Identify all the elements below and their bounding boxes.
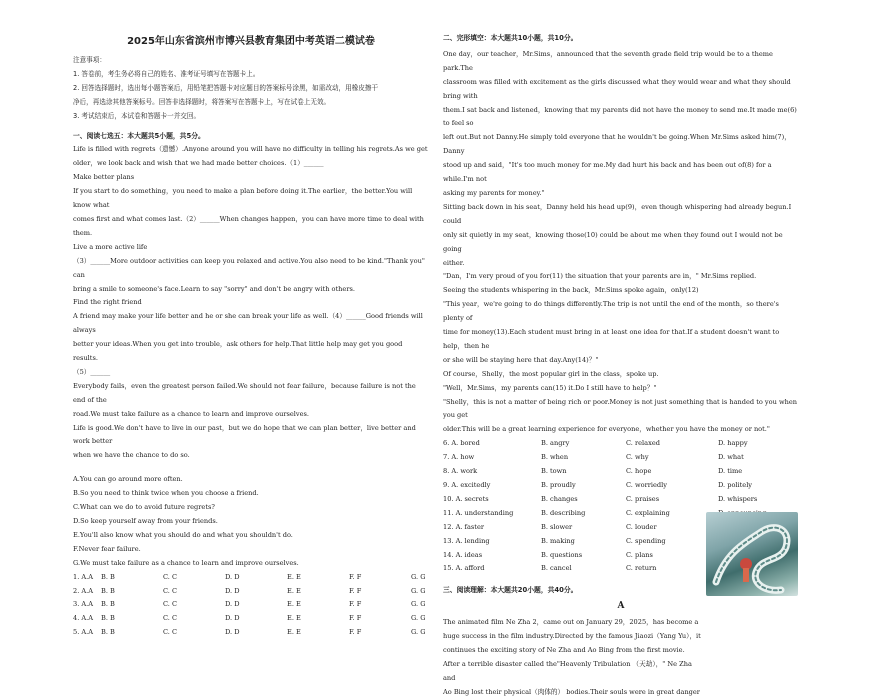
answer-cell: G. G [411, 572, 426, 581]
answer-cell: D. D [225, 614, 240, 623]
passage-subheading: Make better plans [73, 173, 135, 182]
answer-cell: B. B [101, 572, 115, 581]
answer-cell: E. E [287, 614, 301, 623]
choice-a: 14. A. ideas [443, 550, 483, 559]
passage-line: older，we look back and wish that we had made better choices.（1）______ [73, 159, 324, 168]
cloze-line: "Well，Mr.Sims，my parents can(15) it.Do I still have to help？" [443, 383, 657, 392]
answer-row [73, 598, 429, 612]
answer-cell: 3. A.A [73, 600, 94, 609]
cloze-line: asking my parents for money." [443, 188, 545, 197]
answer-cell: B. B [101, 600, 115, 609]
choice-d: D. what [718, 453, 744, 462]
cloze-line: "Shelly，this is not a matter of being rich or poor.Money is not just something that is handed to you when you get [443, 397, 797, 420]
cloze-line: either. [443, 258, 465, 267]
passage-line: Life is filled with regrets（遗憾）.Anyone around you will have no difficulty in telling his regrets.As we get [73, 145, 428, 154]
choice-b: B. slower [541, 522, 573, 531]
reading-line: Ao Bing lost their physical（肉体的） bodies.Their souls were in great danger [443, 687, 700, 696]
option-f: F.Never fear failure. [73, 544, 141, 553]
answer-cell: G. G [411, 586, 426, 595]
option-g: G.We must take failure as a chance to learn and improve ourselves. [73, 558, 299, 567]
cloze-line: Sitting back down in his seat，Danny held his head up(9)，even though whispering had already begun.I could [443, 202, 792, 225]
passage-label: A [617, 601, 625, 612]
answer-row [73, 571, 429, 585]
cloze-line: One day，our teacher，Mr.Sims，announced that the seventh grade field trip would be to a theme park.The [443, 49, 773, 72]
option-a: A.You can go around more often. [73, 475, 183, 484]
choice-row [443, 479, 799, 493]
choice-row [443, 465, 799, 479]
passage-subheading: Find the right friend [73, 298, 142, 307]
answer-cell: F. F [349, 614, 362, 623]
cloze-line: older.This will be a great learning experience for everyone，whether you have the money or not." [443, 425, 770, 434]
passage-line: bring a smile to someone's face.Learn to say "sorry" and don't be angry with others. [73, 284, 355, 293]
exam-title: 2025年山东省滨州市博兴县教育集团中考英语二模试卷 [127, 36, 375, 47]
passage-line: A friend may make your life better and he or she can break your life as well.（4）______Good friends will always [73, 312, 423, 335]
cloze-line: or she will be staying here that day.Any(14)？" [443, 355, 599, 364]
option-list [73, 473, 429, 570]
notice-list [73, 68, 429, 124]
section-heading-cloze: 二、完形填空：本大题共10小题，共10分。 [443, 34, 578, 42]
choice-a: 9. A. excitedly [443, 481, 491, 489]
answer-row [73, 612, 429, 626]
choice-b: B. proudly [541, 481, 576, 489]
left-column [73, 0, 429, 640]
choice-a: 8. A. work [443, 467, 478, 476]
answer-cell: 4. A.A [73, 614, 94, 623]
section-heading-reading: 三、阅读理解：本大题共20小题，共40分。 [443, 586, 578, 595]
dragon-icon [706, 512, 798, 596]
answer-cell: D. D [225, 586, 240, 595]
section-heading-reading-seven: 一、阅读七选五：本大题共5小题，共5分。 [73, 131, 205, 140]
notice-heading: 注意事项： [73, 56, 106, 64]
cloze-line: Of course，Shelly，the most popular girl in the class，spoke up. [443, 369, 659, 378]
notice-line: 1. 答卷前，考生务必将自己的姓名、准考证号填写在答题卡上。 [73, 69, 260, 78]
passage-line: Life is good.We don't have to live in our past，but we do hope that we can plan better，live better and work better [73, 423, 416, 446]
cloze-line: them.I sat back and listened，knowing that my parents did not have the money to send me.It made me(6) to feel so [443, 105, 797, 128]
answer-cell: G. G [411, 600, 426, 609]
answer-cell: G. G [411, 628, 426, 637]
choice-d: D. happy [718, 439, 748, 448]
choice-a: 10. A. secrets [443, 494, 489, 503]
choice-b: B. cancel [541, 564, 572, 573]
choice-b: B. town [541, 467, 567, 476]
cloze-line: Seeing the students whispering in the back，Mr.Sims spoke again，only(12) [443, 286, 699, 295]
dragon-illustration [706, 512, 798, 596]
passage-line: （3）______More outdoor activities can keep you relaxed and active.You also need to be kind."Thank you" can [73, 256, 425, 279]
answer-cell: D. D [225, 572, 240, 581]
choice-c: C. why [626, 453, 649, 462]
choice-b: B. making [541, 536, 575, 545]
choice-c: C. worriedly [626, 481, 667, 489]
choice-b: B. questions [541, 550, 583, 559]
choice-a: 11. A. understanding [443, 508, 514, 517]
option-e: E.You'll also know what you should do and what you shouldn't do. [73, 530, 293, 539]
reading-line: huge success in the film industry.Directed by the famous Jiaozi（Yang Yu），it [443, 632, 701, 641]
cloze-line: stood up and said，"It's too much money for me.My dad hurt his back and has been out of(8) for a while.I'm not [443, 161, 772, 184]
answer-cell: C. C [163, 614, 178, 623]
answer-row [73, 626, 429, 640]
answer-cell: G. G [411, 614, 426, 623]
answer-cell: E. E [287, 628, 301, 637]
choice-c: C. louder [626, 522, 657, 531]
choice-b: B. describing [541, 508, 586, 517]
answer-cell: F. F [349, 628, 362, 637]
choice-d: D. whispers [718, 494, 758, 503]
cloze-line: only sit quietly in my seat，knowing those(10) could be about me when they found out I would not be going [443, 230, 783, 253]
reading-line: continues the exciting story of Ne Zha and Ao Bing from the first movie. [443, 645, 685, 654]
option-b: B.So you need to think twice when you choose a friend. [73, 489, 259, 498]
option-d: D.So keep yourself away from your friends. [73, 517, 218, 525]
answer-cell: C. C [163, 600, 178, 609]
choice-row [443, 437, 799, 451]
cloze-line: "This year，we're going to do things differently.The trip is not until the end of the month，so there's plenty of [443, 300, 779, 323]
notice-line: 净后，再选涂其他答案标号。回答非选择题时，将答案写在答题卡上，写在试卷上无效。 [73, 97, 331, 106]
answer-cell: 5. A.A [73, 628, 94, 637]
passage-blank-5: （5）______ [73, 367, 111, 376]
choice-c: C. relaxed [626, 439, 660, 448]
answer-cell: C. C [163, 572, 178, 581]
cloze-line: classroom was filled with excitement as the girls discussed what they would wear and what they should bring with [443, 77, 791, 100]
passage-line: better your ideas.When you get into trouble，ask others for help.That little help may get you good results. [73, 340, 403, 363]
option-c: C.What can we do to avoid future regrets? [73, 503, 215, 512]
answer-cell: C. C [163, 586, 178, 595]
passage-regrets [73, 143, 429, 463]
answer-cell: B. B [101, 614, 115, 623]
passage-line: Everybody fails，even the greatest person failed.We should not fear failure，because failure is not the end of the [73, 381, 416, 404]
answer-cell: D. D [225, 628, 240, 637]
cloze-line: time for money(13).Each student must bring in at least one idea for that.If a student doesn't want to help，then he [443, 328, 780, 350]
reading-passage-a [443, 616, 705, 699]
answer-cell: D. D [225, 600, 240, 609]
answer-cell: C. C [163, 628, 178, 637]
answer-grid [73, 571, 429, 641]
choice-row [443, 451, 799, 465]
answer-cell: F. F [349, 586, 362, 595]
answer-cell: 1. A.A [73, 572, 94, 581]
answer-cell: E. E [287, 600, 301, 609]
reading-line: After a terrible disaster called the"Heavenly Tribulation （天劫），" Ne Zha and [443, 659, 692, 682]
cloze-line: left out.But not Danny.He simply told everyone that he wouldn't be going.When Mr.Sims asked him(7)，Danny [443, 133, 791, 156]
reading-line: The animated film Ne Zha 2，came out on January 29，2025，has become a [443, 618, 699, 627]
choice-c: C. explaining [626, 508, 670, 517]
answer-row [73, 585, 429, 599]
choice-b: B. changes [541, 494, 578, 503]
answer-cell: F. F [349, 572, 362, 581]
answer-cell: B. B [101, 628, 115, 637]
answer-cell: F. F [349, 600, 362, 609]
choice-d: D. time [718, 467, 743, 476]
cloze-line: "Dan，I'm very proud of you for(11) the situation that your parents are in，" Mr.Sims replied. [443, 272, 757, 281]
choice-c: C. spending [626, 536, 666, 545]
choice-row [443, 493, 799, 507]
passage-line: road.We must take failure as a chance to learn and improve ourselves. [73, 409, 309, 418]
answer-cell: B. B [101, 586, 115, 595]
notice-line: 2. 回答选择题时，选出每小题答案后，用铅笔把答题卡对应题目的答案标号涂黑，如需改动，用橡皮擦干 [73, 83, 379, 92]
passage-line: If you start to do something，you need to make a plan before doing it.The earlier，the better.You will know what [73, 187, 413, 210]
choice-c: C. return [626, 564, 657, 573]
choice-a: 15. A. afford [443, 564, 485, 573]
choice-c: C. praises [626, 494, 660, 503]
answer-cell: E. E [287, 586, 301, 595]
choice-c: C. hope [626, 467, 652, 476]
answer-cell: E. E [287, 572, 301, 581]
passage-line: comes first and what comes last.（2）______When changes happen，you can have more time to deal with them. [73, 214, 424, 237]
choice-b: B. angry [541, 439, 570, 448]
passage-line: when we have the chance to do so. [73, 451, 190, 460]
passage-subheading: Live a more active life [73, 242, 148, 251]
choice-a: 13. A. lending [443, 536, 490, 545]
notice-line: 3. 考试结束后，本试卷和答题卡一并交回。 [73, 111, 201, 120]
choice-d: D. politely [718, 481, 753, 489]
choice-a: 7. A. how [443, 453, 475, 462]
choice-a: 12. A. faster [443, 522, 484, 531]
answer-cell: 2. A.A [73, 586, 94, 595]
choice-a: 6. A. bored [443, 439, 480, 448]
choice-b: B. when [541, 453, 569, 462]
cloze-passage [443, 48, 799, 437]
choice-c: C. plans [626, 550, 653, 559]
